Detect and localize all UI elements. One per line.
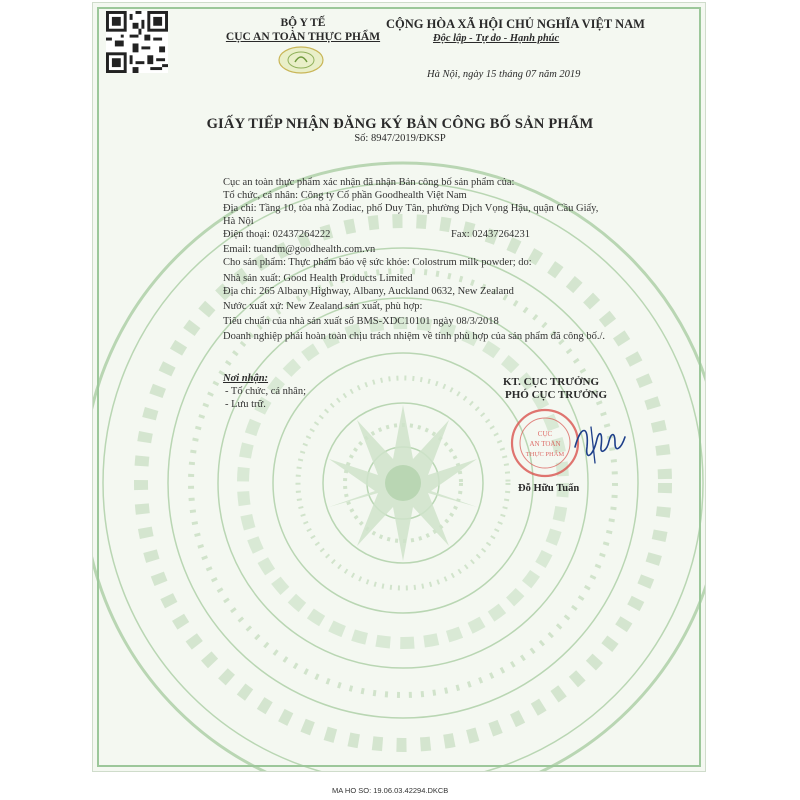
responsibility-line: Doanh nghiệp phải hoàn toàn chịu trách nhiệm về tính phù hợp của sản phẩm đã công bố./.	[223, 331, 605, 342]
svg-text:THỰC PHẨM: THỰC PHẨM	[525, 451, 565, 458]
signer-title-deputy: PHÓ CỤC TRƯỞNG	[505, 389, 608, 401]
manufacturer-line: Nhà sản xuất: Good Health Products Limited	[223, 273, 413, 284]
signer-name: Đỗ Hữu Tuấn	[518, 483, 580, 494]
certificate-title: GIẤY TIẾP NHẬN ĐĂNG KÝ BẢN CÔNG BỐ SẢN PHẨM	[206, 116, 594, 132]
recipients-heading: Nơi nhận:	[223, 373, 269, 384]
recipient-item: - Lưu trữ.	[225, 399, 266, 410]
republic-title: CỘNG HÒA XÃ HỘI CHỦ NGHĨA VIỆT NAM	[386, 17, 645, 31]
svg-text:CỤC: CỤC	[537, 430, 553, 438]
signer-title-primary: KT. CỤC TRƯỞNG	[503, 376, 600, 388]
certificate-document	[92, 2, 706, 772]
certificate-number: Số: 8947/2019/ĐKSP	[354, 133, 446, 144]
fax-line: Fax: 02437264231	[451, 229, 531, 240]
ministry-name: BỘ Y TẾ	[280, 17, 326, 29]
document-code: MA HO SO: 19.06.03.42294.DKCB	[332, 786, 449, 795]
intro-line: Cục an toàn thực phẩm xác nhận đã nhận Bản công bố sản phẩm của:	[223, 177, 515, 188]
standard-line: Tiêu chuẩn của nhà sản xuất số BMS-XDC10101 ngày 08/3/2018	[223, 316, 499, 327]
agency-name: CỤC AN TOÀN THỰC PHẨM	[225, 31, 381, 43]
address-line-2: Hà Nội	[223, 216, 254, 227]
phone-line: Điện thoại: 02437264222	[223, 229, 331, 240]
handwritten-signature	[571, 417, 629, 469]
svg-text:AN TOÀN: AN TOÀN	[529, 440, 561, 448]
email-line: Email: tuandm@goodhealth.com.vn	[223, 244, 376, 255]
qr-code-image	[106, 11, 168, 73]
organization-line: Tổ chức, cá nhân: Công ty Cổ phần Goodhealth Việt Nam	[223, 190, 467, 201]
manufacturer-address-line: Địa chỉ: 265 Albany Highway, Albany, Auckland 0632, New Zealand	[223, 286, 514, 297]
recipient-item: - Tổ chức, cá nhân;	[225, 386, 307, 397]
national-motto: Độc lập - Tự do - Hạnh phúc	[433, 33, 560, 44]
product-line: Cho sản phẩm: Thực phẩm bảo vệ sức khỏe: Colostrum milk powder; do:	[223, 257, 532, 268]
agency-logo-icon	[277, 45, 325, 75]
place-and-date: Hà Nội, ngày 15 tháng 07 năm 2019	[427, 69, 581, 80]
origin-line: Nước xuất xứ: New Zealand sản xuất, phù hợp:	[223, 301, 423, 312]
address-line-1: Địa chỉ: Tầng 10, tòa nhà Zodiac, phố Duy Tân, phường Dịch Vọng Hậu, quận Cầu Giấy,	[223, 203, 599, 214]
